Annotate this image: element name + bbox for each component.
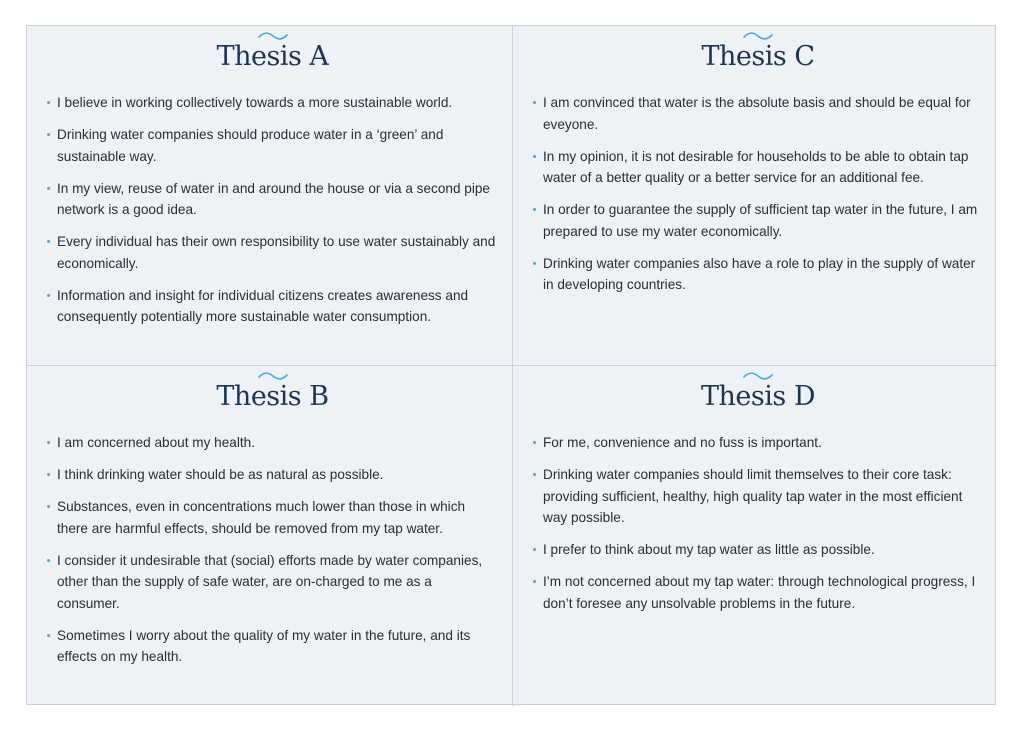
thesis-d-panel [513, 366, 997, 706]
list-item [47, 124, 498, 167]
bullet-icon [47, 240, 50, 243]
list-item [47, 92, 498, 114]
thesis-d-list [533, 432, 983, 614]
thesis-b-header [47, 366, 498, 422]
thesis-a-header [47, 26, 498, 82]
list-item [533, 92, 983, 135]
thesis-c-title: Thesis C [701, 41, 815, 72]
bullet-icon [533, 101, 536, 104]
list-item-text: In my view, reuse of water in and around the house or via a second pipe network is a good idea. [57, 180, 490, 217]
list-item [47, 550, 498, 615]
list-item-text: I believe in working collectively towards a more sustainable world. [57, 95, 453, 110]
bullet-icon [533, 208, 536, 211]
list-item-text: Information and insight for individual citizens creates awareness and consequently potentially more sustainable water consumption. [57, 287, 469, 324]
tilde-wave-icon [743, 32, 773, 40]
thesis-d-title: Thesis D [701, 381, 815, 412]
list-item-text: I’m not concerned about my tap water: through technological progress, I don’t foresee any unsolvable problems in the future. [543, 574, 976, 611]
thesis-c-header [533, 26, 983, 82]
list-item-text: I am concerned about my health. [57, 435, 255, 450]
list-item-text: Every individual has their own responsibility to use water sustainably and economically. [57, 234, 496, 271]
tilde-wave-icon [258, 32, 288, 40]
bullet-icon [47, 187, 50, 190]
bullet-icon [533, 155, 536, 158]
list-item [47, 625, 498, 668]
list-item [47, 178, 498, 221]
thesis-b-panel [27, 366, 513, 706]
thesis-d-header [533, 366, 983, 422]
list-item [533, 199, 983, 242]
list-item [533, 464, 983, 529]
bullet-icon [47, 559, 50, 562]
bullet-icon [533, 473, 536, 476]
list-item [533, 432, 983, 454]
bullet-icon [533, 548, 536, 551]
thesis-a-title: Thesis A [216, 41, 329, 72]
thesis-c-list [533, 92, 983, 296]
bullet-icon [47, 505, 50, 508]
thesis-a-panel [27, 26, 513, 366]
list-item [47, 464, 498, 486]
bullet-icon [47, 473, 50, 476]
bullet-icon [47, 133, 50, 136]
list-item-text: Drinking water companies should limit themselves to their core task: providing sufficient, healthy, high quality tap water in the most efficient way possible. [543, 467, 963, 525]
thesis-b-list [47, 432, 498, 668]
list-item-text: In my opinion, it is not desirable for households to be able to obtain tap water of a better quality or a better service for an additional fee. [543, 148, 969, 185]
list-item-text: In order to guarantee the supply of sufficient tap water in the future, I am prepared to use my water economically. [543, 202, 978, 239]
list-item [47, 285, 498, 328]
list-item-text: Sometimes I worry about the quality of my water in the future, and its effects on my health. [57, 627, 471, 664]
list-item [47, 231, 498, 274]
thesis-a-list [47, 92, 498, 328]
tilde-wave-icon [258, 372, 288, 380]
list-item-text: Drinking water companies also have a role to play in the supply of water in developing countries. [543, 255, 976, 292]
list-item-text: I consider it undesirable that (social) efforts made by water companies, other than the supply of safe water, are on-charged to me as a consumer. [57, 552, 483, 611]
list-item-text: Substances, even in concentrations much lower than those in which there are harmful effects, should be removed from my tap water. [57, 499, 466, 536]
bullet-icon [533, 441, 536, 444]
list-item-text: I prefer to think about my tap water as little as possible. [543, 542, 875, 557]
list-item [47, 496, 498, 539]
list-item [533, 571, 983, 614]
tilde-wave-icon [743, 372, 773, 380]
thesis-b-title: Thesis B [216, 381, 329, 412]
list-item [533, 539, 983, 561]
bullet-icon [47, 441, 50, 444]
thesis-grid [26, 25, 996, 705]
list-item-text: I am convinced that water is the absolute basis and should be equal for eveyone. [543, 95, 971, 132]
bullet-icon [47, 634, 50, 637]
list-item-text: Drinking water companies should produce water in a ‘green’ and sustainable way. [57, 127, 444, 164]
bullet-icon [533, 262, 536, 265]
list-item-text: For me, convenience and no fuss is important. [543, 435, 822, 450]
bullet-icon [47, 294, 50, 297]
bullet-icon [533, 580, 536, 583]
list-item [47, 432, 498, 454]
bullet-icon [47, 101, 50, 104]
list-item [533, 146, 983, 189]
list-item [533, 253, 983, 296]
thesis-c-panel [513, 26, 997, 366]
list-item-text: I think drinking water should be as natural as possible. [57, 467, 384, 482]
